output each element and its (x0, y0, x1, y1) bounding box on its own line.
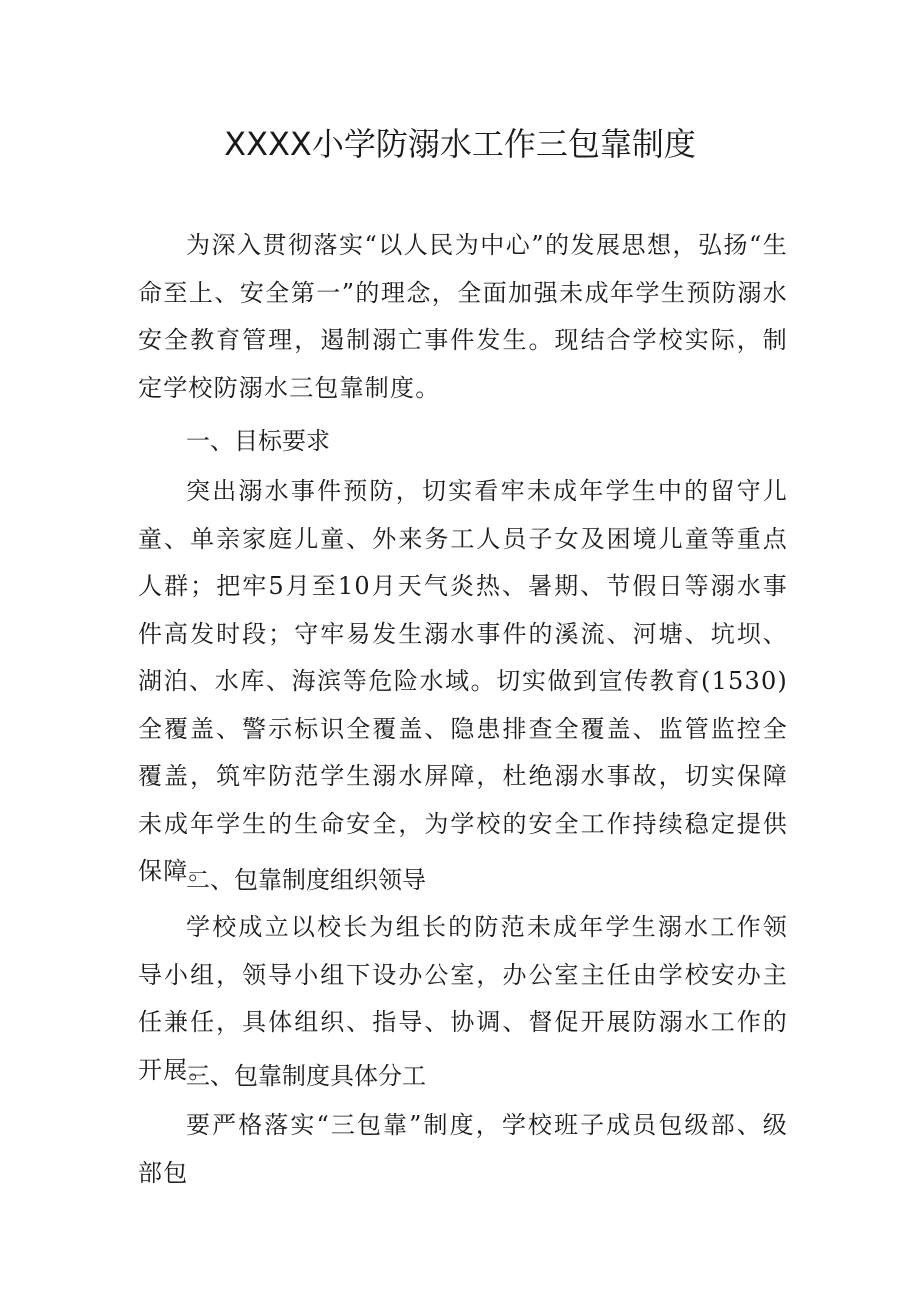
section-heading-organization: 二、包靠制度组织领导 (186, 866, 426, 894)
section-body-goals: 突出溺水事件预防，切实看牢未成年学生中的留守儿童、单亲家庭儿童、外来务工人员子女及困境儿童等重点人群；把牢5月至10月天气炎热、暑期、节假日等溺水事件高发时段；守牢易发生溺水事件的溪流、河塘、坑坝、湖泊、水库、海滨等危险水域。切实做到宣传教育(1530)全覆盖、警示标识全覆盖、隐患排查全覆盖、监管监控全覆盖，筑牢防范学生溺水屏障，杜绝溺水事故，切实保障未成年学生的生命安全，为学校的安全工作持续稳定提供保障。 (138, 477, 788, 885)
section-body-division: 要严格落实“三包靠”制度，学校班子成员包级部、级部包 (138, 1111, 788, 1187)
section-body-organization: 学校成立以校长为组长的防范未成年学生溺水工作领导小组，领导小组下设办公室，办公室主任由学校安办主任兼任，具体组织、指导、协调、督促开展防溺水工作的开展。 (138, 913, 788, 1084)
intro-paragraph: 为深入贯彻落实“以人民为中心”的发展思想，弘扬“生命至上、安全第一”的理念，全面加强未成年学生预防溺水安全教育管理，遏制溺亡事件发生。现结合学校实际，制定学校防溺水三包靠制度。 (138, 231, 788, 402)
document-title: XXXX小学防溺水工作三包靠制度 (224, 125, 696, 163)
section-heading-division: 三、包靠制度具体分工 (186, 1062, 426, 1090)
section-heading-goals: 一、目标要求 (186, 427, 330, 455)
